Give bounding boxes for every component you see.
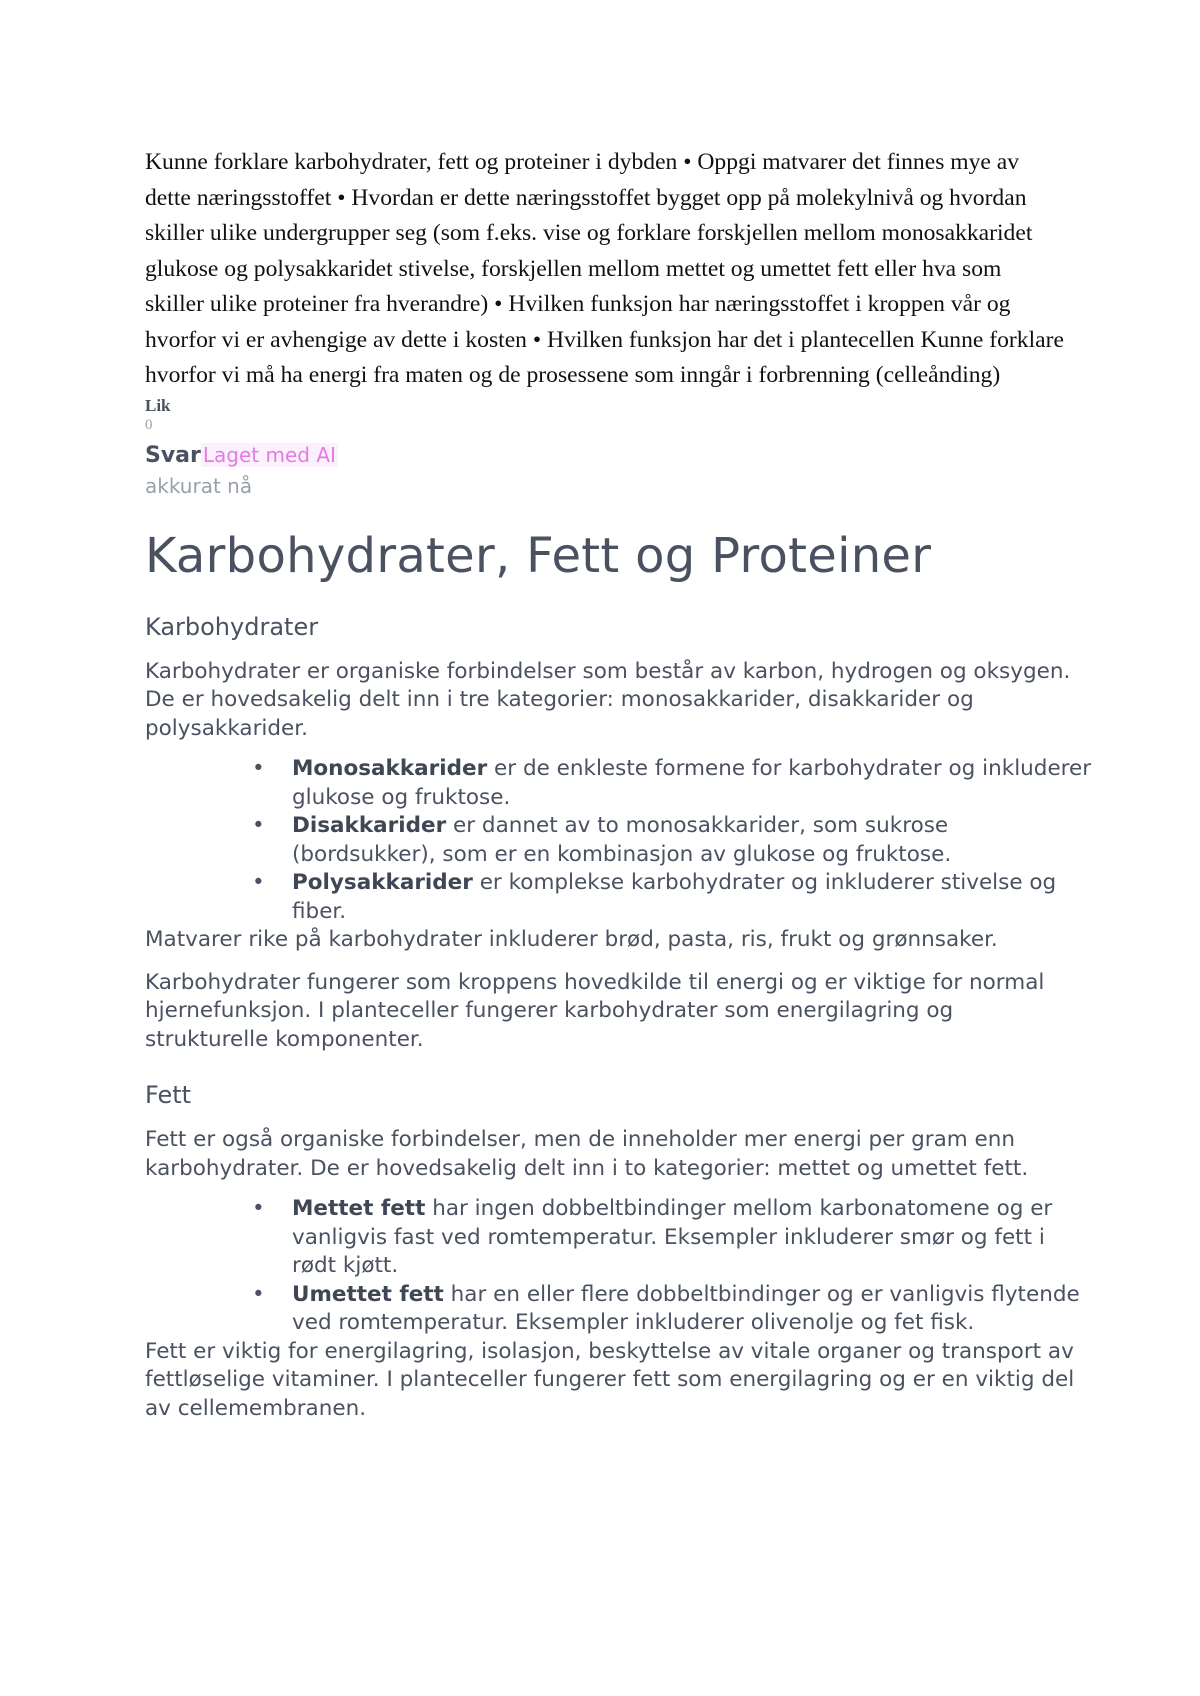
list-item-term: Monosakkarider xyxy=(292,756,488,781)
like-count: 0 xyxy=(145,416,153,433)
list-item-term: Disakkarider xyxy=(292,813,447,838)
list-item-text: har en eller flere dobbeltbindinger og er vanligvis flytende ved romtemperatur. Eksempler inkluderer olivenolje og fet fisk. xyxy=(292,1281,1080,1335)
bullet-icon: • xyxy=(252,1281,265,1307)
answer-timestamp: akkurat nå xyxy=(145,473,253,498)
list-item xyxy=(252,1195,1092,1281)
bullet-icon: • xyxy=(252,756,265,781)
list-item-text: er dannet av to monosakkarider, som sukrose (bordsukker), som er en kombinasjon av glukose og fruktose. xyxy=(292,813,952,867)
like-button[interactable]: Lik xyxy=(145,395,171,415)
list-item-term: Umettet fett xyxy=(292,1281,444,1307)
list-item-text: er de enkleste formene for karbohydrater og inkluderer glukose og fruktose. xyxy=(292,756,1092,810)
section-heading-carbs: Karbohydrater xyxy=(145,612,319,641)
carbs-list xyxy=(145,755,1092,926)
list-item-text: har ingen dobbeltbindinger mellom karbonatomene og er vanligvis fast ved romtemperatur. Eksempler inkluderer smør og fett i rødt kjøtt. xyxy=(292,1196,1053,1278)
answer-header xyxy=(145,440,1060,472)
fat-function: Fett er viktig for energilagring, isolasjon, beskyttelse av vitale organer og transport av fettløselige vitaminer. I planteceller fungerer fett som energilagring og er en viktig del av cellemembranen. xyxy=(145,1338,1075,1421)
section-heading-fat: Fett xyxy=(145,1081,192,1109)
carbs-intro: Karbohydrater er organiske forbindelser som består av karbon, hydrogen og oksygen. De er hovedsakelig delt inn i tre kategorier: monosakkarider, disakkarider og polysakkarider. xyxy=(145,658,1071,741)
carbs-foods: Matvarer rike på karbohydrater inkluderer brød, pasta, ris, frukt og grønnsaker. xyxy=(145,927,998,952)
list-item xyxy=(252,755,1092,812)
fat-list xyxy=(145,1195,1092,1338)
list-item-term: Polysakkarider xyxy=(292,870,473,895)
list-item-term: Mettet fett xyxy=(292,1196,426,1221)
list-item xyxy=(252,1281,1092,1338)
list-item xyxy=(252,869,1092,926)
question-text: Kunne forklare karbohydrater, fett og proteiner i dybden • Oppgi matvarer det finnes mye av dette næringsstoffet • Hvordan er dette næringsstoffet bygget opp på molekylnivå og hvordan skiller ulike undergrupper seg (som f.eks. vise og forklare forskjellen mellom monosakkaridet glukose og polysakkaridet stivelse, forskjellen mellom mettet og umettet fett eller hva som skiller ulike proteiner fra hverandre) • Hvilken funksjon har næringsstoffet i kroppen vår og hvorfor vi er avhengige av dette i kosten • Hvilken funksjon har det i plantecellen Kunne forklare hvorfor vi må ha energi fra maten og de prosessene som inngår i forbrenning (celleånding) xyxy=(145,149,1064,388)
answer-label: Svar xyxy=(145,442,201,468)
ai-generated-badge: Laget med AI xyxy=(202,442,336,467)
carbs-function: Karbohydrater fungerer som kroppens hovedkilde til energi og er viktige for normal hjernefunksjon. I planteceller fungerer karbohydrater som energilagring og strukturelle komponenter. xyxy=(145,969,1045,1052)
list-item-text: er komplekse karbohydrater og inkluderer stivelse og fiber. xyxy=(292,870,1057,924)
fat-intro: Fett er også organiske forbindelser, men de inneholder mer energi per gram enn karbohydrater. De er hovedsakelig delt inn i to kategorier: mettet og umettet fett. xyxy=(145,1127,1029,1181)
list-item xyxy=(252,812,1092,869)
bullet-icon: • xyxy=(252,1196,265,1221)
bullet-icon: • xyxy=(252,870,265,895)
bullet-icon: • xyxy=(252,813,265,838)
answer-title: Karbohydrater, Fett og Proteiner xyxy=(145,527,932,584)
